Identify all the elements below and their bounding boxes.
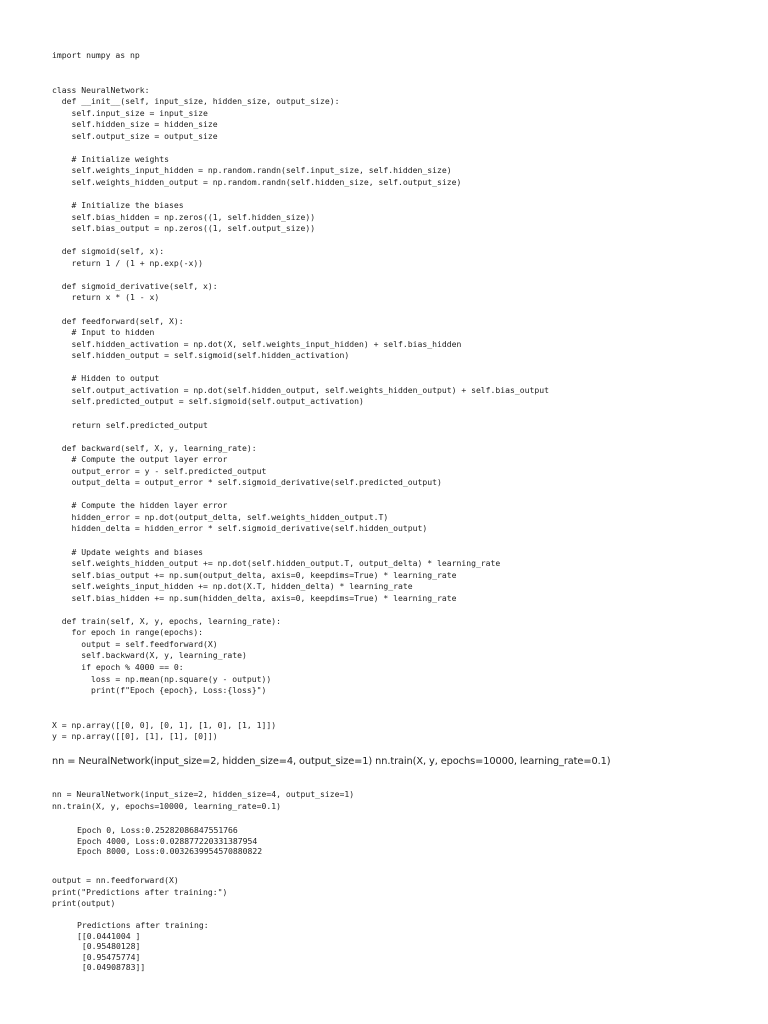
- code-block-predict: output = nn.feedforward(X) print("Predictions after training:") print(output): [52, 875, 228, 909]
- prose-code-line: nn = NeuralNetwork(input_size=2, hidden_size=4, output_size=1) nn.train(X, y, epochs=10000, learning_rate=0.1): [52, 756, 611, 767]
- output-block-predict: Predictions after training: [[0.0441004 ] [0.95480128] [0.95475774] [0.04908783]]: [77, 920, 209, 973]
- code-block-main: import numpy as np class NeuralNetwork: def __init__(self, input_size, hidden_size, output_size): self.input_size = input_size self.hidden_size = hidden_size self.output_size = output_size # Initialize weights self.weights_input_hidden = np.random.randn(self.input_size, self.hidden_size) self.weights_hidden_output = np.random.randn(self.hidden_size, self.output_size) # Initialize the biases self.bias_hidden = np.zeros((1, self.hidden_size)) self.bias_output = np.zeros((1, self.output_size)) def sigmoid(self, x): return 1 / (1 + np.exp(-x)) def sigmoid_derivative(self, x): return x * (1 - x) def feedforward(self, X): # Input to hidden self.hidden_activation = np.dot(X, self.weights_input_hidden) + self.bias_hidden self.hidden_output = self.sigmoid(self.hidden_activation) # Hidden to output self.output_activation = np.dot(self.hidden_output, self.weights_hidden_output) + self.bias_output self.predicted_output = self.sigmoid(self.output_activation) return self.predicted_output def backward(self, X, y, learning_rate): # Compute the output layer error output_error = y - self.predicted_output output_delta = output_error * self.sigmoid_derivative(self.predicted_output) # Compute the hidden layer error hidden_error = np.dot(output_delta, self.weights_hidden_output.T) hidden_delta = hidden_error * self.sigmoid_derivative(self.hidden_output) # Update weights and biases self.weights_hidden_output += np.dot(self.hidden_output.T, output_delta) * learning_rate self.bias_output += np.sum(output_delta, axis=0, keepdims=True) * learning_rate self.weights_input_hidden += np.dot(X.T, hidden_delta) * learning_rate self.bias_hidden += np.sum(hidden_delta, axis=0, keepdims=True) * learning_rate def train(self, X, y, epochs, learning_rate): for epoch in range(epochs): output = self.feedforward(X) self.backward(X, y, learning_rate) if epoch % 4000 == 0: loss = np.mean(np.square(y - output)) print(f"Epoch {epoch}, Loss:{loss}") X = np.array([[0, 0], [0, 1], [1, 0], [1, 1]]) y = np.array([[0], [1], [1], [0]]): [52, 50, 550, 742]
- output-block-train: Epoch 0, Loss:0.25282086847551766 Epoch 4000, Loss:0.028877220331387954 Epoch 8000, Loss:0.0032639954570880822: [77, 825, 263, 857]
- code-block-train: nn = NeuralNetwork(input_size=2, hidden_size=4, output_size=1) nn.train(X, y, epochs=10000, learning_rate=0.1): [52, 789, 355, 811]
